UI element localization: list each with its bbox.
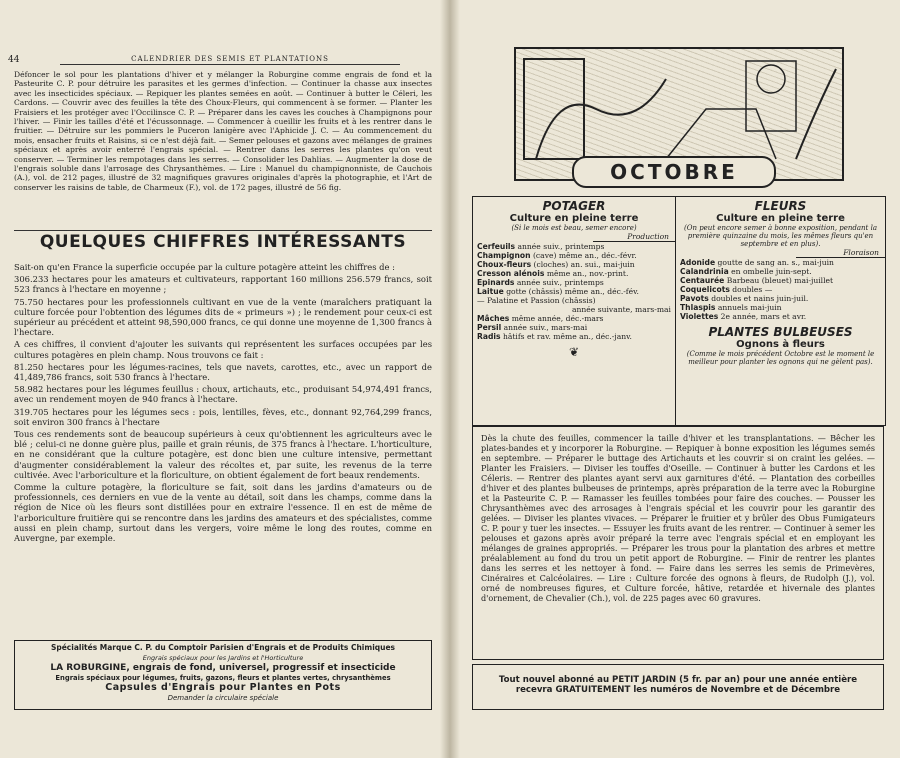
bulb-subtitle: Ognons à fleurs <box>736 339 825 350</box>
list-item: Adonide goutte de sang an. s., mai-juin <box>680 258 834 267</box>
list-item: Centaurée Barbeau (bleuet) mai-juillet <box>680 276 834 285</box>
fleurs-column <box>676 197 885 425</box>
production-label: Production <box>593 232 675 242</box>
month-title: OCTOBRE <box>572 156 776 188</box>
paragraph: Tous ces rendements sont de beaucoup supérieurs à ceux qu'obtiennent les agriculteurs avec le blé ; celui-ci ne donne guère plus, paille et grain réunis, de 375 francs à l'hectare. L'horticulture, en ne considérant que la culture potagère, est donc bien une culture intensive, permettant d'augmenter considérablement la valeur des récoltes et, par suite, les revenus de la terre cultivée. Avec l'arboriculture et la floriculture, on obtient également de fort beaux rendements. <box>14 429 432 480</box>
advertisement <box>14 640 432 710</box>
paragraph: A ces chiffres, il convient d'ajouter les suivants qui représentent les surfaces occupées par les cultures potagères en plein champ. Nous trouvons ce fait : <box>14 339 432 360</box>
floraison-label: Floraison <box>796 248 885 258</box>
fleurs-note: (On peut encore semer à bonne exposition, pendant la première quinzaine du mois, les mêmes fleurs qu'en septembre et en plus). <box>683 224 878 248</box>
paragraph: 81.250 hectares pour les légumes-racines, tels que navets, carottes, etc., avec un rapport de 41,489,786 francs, soit 530 francs à l'hectare. <box>14 361 432 383</box>
list-item: Persil année suiv., mars-mai <box>477 323 588 332</box>
list-item: Cresson alénois même an., nov.-print. <box>477 269 629 278</box>
list-item: Champignon (cave) même an., déc.-févr. <box>477 251 637 260</box>
potager-title: POTAGER <box>542 199 606 213</box>
ad-line: LA ROBURGINE, engrais de fond, universel, progressif et insecticide <box>50 663 396 673</box>
page-number: 44 <box>8 55 20 65</box>
list-item: Mâches même année, déc.-mars <box>477 314 604 323</box>
subscription-footer <box>472 664 884 710</box>
fleurs-subtitle: Culture en pleine terre <box>716 213 845 224</box>
paragraph: 306.233 hectares pour les amateurs et cultivateurs, rapportant 160 millions 256.579 francs, soit 523 francs à l'hectare en moyenne ; <box>14 274 432 295</box>
advice-text: Dès la chute des feuilles, commencer la taille d'hiver et les transplantations. — Bêcher les plates-bandes et y incorporer la Roburgine. — Repiquer à bonne exposition les légumes semés en septembre. — Préparer le buttage des Artichauts et les couvrir si on craint les gelées. — Planter les Fraisiers. — Diviser les touffes d'Oseille. — Continuer à butter les Cardons et les Céleris. — Rentrer des plantes ayant servi aux garnitures d'été. — Plantation des corbeilles d'hiver et des plantes bulbeuses de printemps, après préparation de la terre avec la Roburgine et la Pasteurite C. P. — Ramasser les feuilles tombées pour faire des couches. — Pousser les Chrysanthèmes avec des arrosages à l'engrais spécial et les couvrir pour les garantir des gelées. — Diviser les plantes vivaces. — Préparer le fruitier et y brûler des Obus Fumigateurs C. P. pour y tuer les insectes. — Essuyer les fruits avant de les rentrer. — Continuer à semer les pelouses et gazons après avoir préparé la terre avec l'engrais spécial et en employant les mélanges de graines appropriés. — Préparer les trous pour la plantation des arbres et mettre préalablement au fond du trou un petit apport de Roburgine. — Finir de rentrer les plantes dans les serres et les nettoyer à fond. — Faire dans les serres les semis de Primevères, Cinéraires et Calcéolaires. — Lire : Culture forcée des ognons à fleurs, de Rudolph (J.), vol. orné de nombreuses figures, et Culture forcée, hâtive, retardée et hivernale des plantes d'ornement, de Chevalier (Ch.), vol. de 225 pages avec 60 gravures. <box>481 433 875 603</box>
potager-note: (Si le mois est beau, semer encore) <box>511 224 637 232</box>
ad-line: Demander la circulaire spéciale <box>167 694 279 702</box>
advice-block <box>472 426 884 660</box>
list-item: Choux-fleurs (cloches) an. sui., mai-juin <box>477 260 635 269</box>
right-page <box>454 0 900 758</box>
ad-line: Engrais spéciaux pour les Jardins et l'Horticulture <box>142 654 304 662</box>
list-item: Epinards année suiv., printemps <box>477 278 604 287</box>
intro-text: Défoncer le sol pour les plantations d'hiver et y mélanger la Roburgine comme engrais de fond et la Pasteurite C. P. pour détruire les parasites et les germes d'infection. — Continuer la chasse aux insectes avec les insecticides spéciaux. — Repiquer les plantes semées en août. — Continuer à butter le Céleri, les Cardons. — Couvrir avec des feuilles la tête des Choux-Fleurs, qui commencent à se former. — Planter les Fraisiers et les protéger avec l'Occilinsce C. P. — Préparer dans les caves les couches à Champignons pour l'hiver. — Finir les tailles d'été et l'écussonnage. — Commencer à cueillir les fruits et à les rentrer dans le fruitier. — Détruire sur les pommiers le Puceron lanigère avec l'Aphicide J. C. — Au commencement du mois, ensacher fruits et Raisins, si ce n'est déjà fait. — Semer pelouses et gazons avec mélanges de graines spéciaux et après avoir enterré l'engrais spécial. — Rentrer dans les serres les plantes qu'on veut conserver. — Terminer les rempotages dans les serres. — Consolider les Dahlias. — Augmenter la dose de l'engrais soluble dans l'arrosage des Chrysanthèmes. — Lire : Manuel du champignonniste, de Cauchois (A.), vol. de 212 pages, illustré de 32 magnifiques gravures originales d'après la photographie, et l'Art de conserver les raisins de table, de Charmeux (F.), vol. de 172 pages, illustré de 56 fig. <box>14 70 432 192</box>
footer-line: Tout nouvel abonné au PETIT JARDIN (5 fr. par an) pour une année entière <box>498 675 858 685</box>
list-item: Violettes 2e année, mars et avr. <box>680 312 807 321</box>
paragraph: 58.982 hectares pour les légumes feuillus : choux, artichauts, etc., produisant 54,974,491 francs, avec un rendement moyen de 940 francs à l'hectare. <box>14 384 432 405</box>
list-item: Pavots doubles et nains juin-juil. <box>680 294 809 303</box>
ornament-icon: ❦ <box>568 345 580 359</box>
list-item: Radis hâtifs et rav. même an., déc.-janv. <box>477 332 632 341</box>
ad-line: Capsules d'Engrais pour Plantes en Pots <box>105 682 341 693</box>
ad-line: Engrais spéciaux pour légumes, fruits, gazons, fleurs et plantes vertes, chrysanthèmes <box>55 674 391 682</box>
intro-block <box>14 70 432 231</box>
list-item: année suivante, mars-mai <box>572 305 671 314</box>
paragraph: 319.705 hectares pour les légumes secs : pois, lentilles, fèves, etc., donnant 92,764,299 francs, soit environ 300 francs à l'hectare <box>14 406 432 427</box>
paragraph: 75.750 hectares pour les professionnels cultivant en vue de la vente (maraîchers pratiquant la culture forcée pour l'obtention des légumes dits de « primeurs ») ; le rendement pour ceux-ci est supérieur au précédent et atteint 98,590,000 francs, ce qui donne une moyenne de 1,300 francs à l'hectare. <box>14 296 432 338</box>
potager-column <box>473 197 676 425</box>
chiffres-body <box>14 262 432 634</box>
footer-line: recevra GRATUITEMENT les numéros de Novembre et de Décembre <box>515 685 841 695</box>
list-item: Thlaspis annuels mai-juin <box>680 303 782 312</box>
sowing-table <box>472 196 886 426</box>
list-item: Coquelicots doubles — <box>680 285 773 294</box>
potager-subtitle: Culture en pleine terre <box>509 213 639 224</box>
bulb-title: PLANTES BULBEUSES <box>708 325 853 339</box>
fleurs-title: FLEURS <box>754 199 807 213</box>
paragraph: Sait-on qu'en France la superficie occupée par la culture potagère atteint les chiffres de : <box>14 262 395 272</box>
list-item: Calandrinia en ombelle juin-sept. <box>680 267 812 276</box>
ad-line: Spécialités Marque C. P. du Comptoir Parisien d'Engrais et de Produits Chimiques <box>50 643 396 652</box>
left-page <box>0 0 446 758</box>
list-item: Laitue gotte (châssis) même an., déc.-fév. <box>477 287 639 296</box>
paragraph: Comme la culture potagère, la floriculture se fait, soit dans les jardins d'amateurs ou de professionnels, ces derniers en vue de la vente au détail, soit dans les champs, comme dans la région de Nice où les fleurs sont distillées pour en extraire l'essence. Il en est de même de l'arboriculture fruitière qui se rencontre dans les jardins des amateurs et des spécialistes, comme aussi en plein champ, surtout dans les vergers, voire même le long des routes, comme en Auvergne, par exemple. <box>14 482 432 544</box>
list-item: — Palatine et Passion (châssis) <box>477 296 596 305</box>
list-item: Cerfeuils année suiv., printemps <box>477 242 605 251</box>
running-header: CALENDRIER DES SEMIS ET PLANTATIONS <box>60 55 400 65</box>
section-title: QUELQUES CHIFFRES INTÉRESSANTS <box>39 232 407 252</box>
bulb-note: (Comme le mois précédent Octobre est le moment le meilleur pour planter les ognons qui ne gèlent pas). <box>686 350 875 366</box>
